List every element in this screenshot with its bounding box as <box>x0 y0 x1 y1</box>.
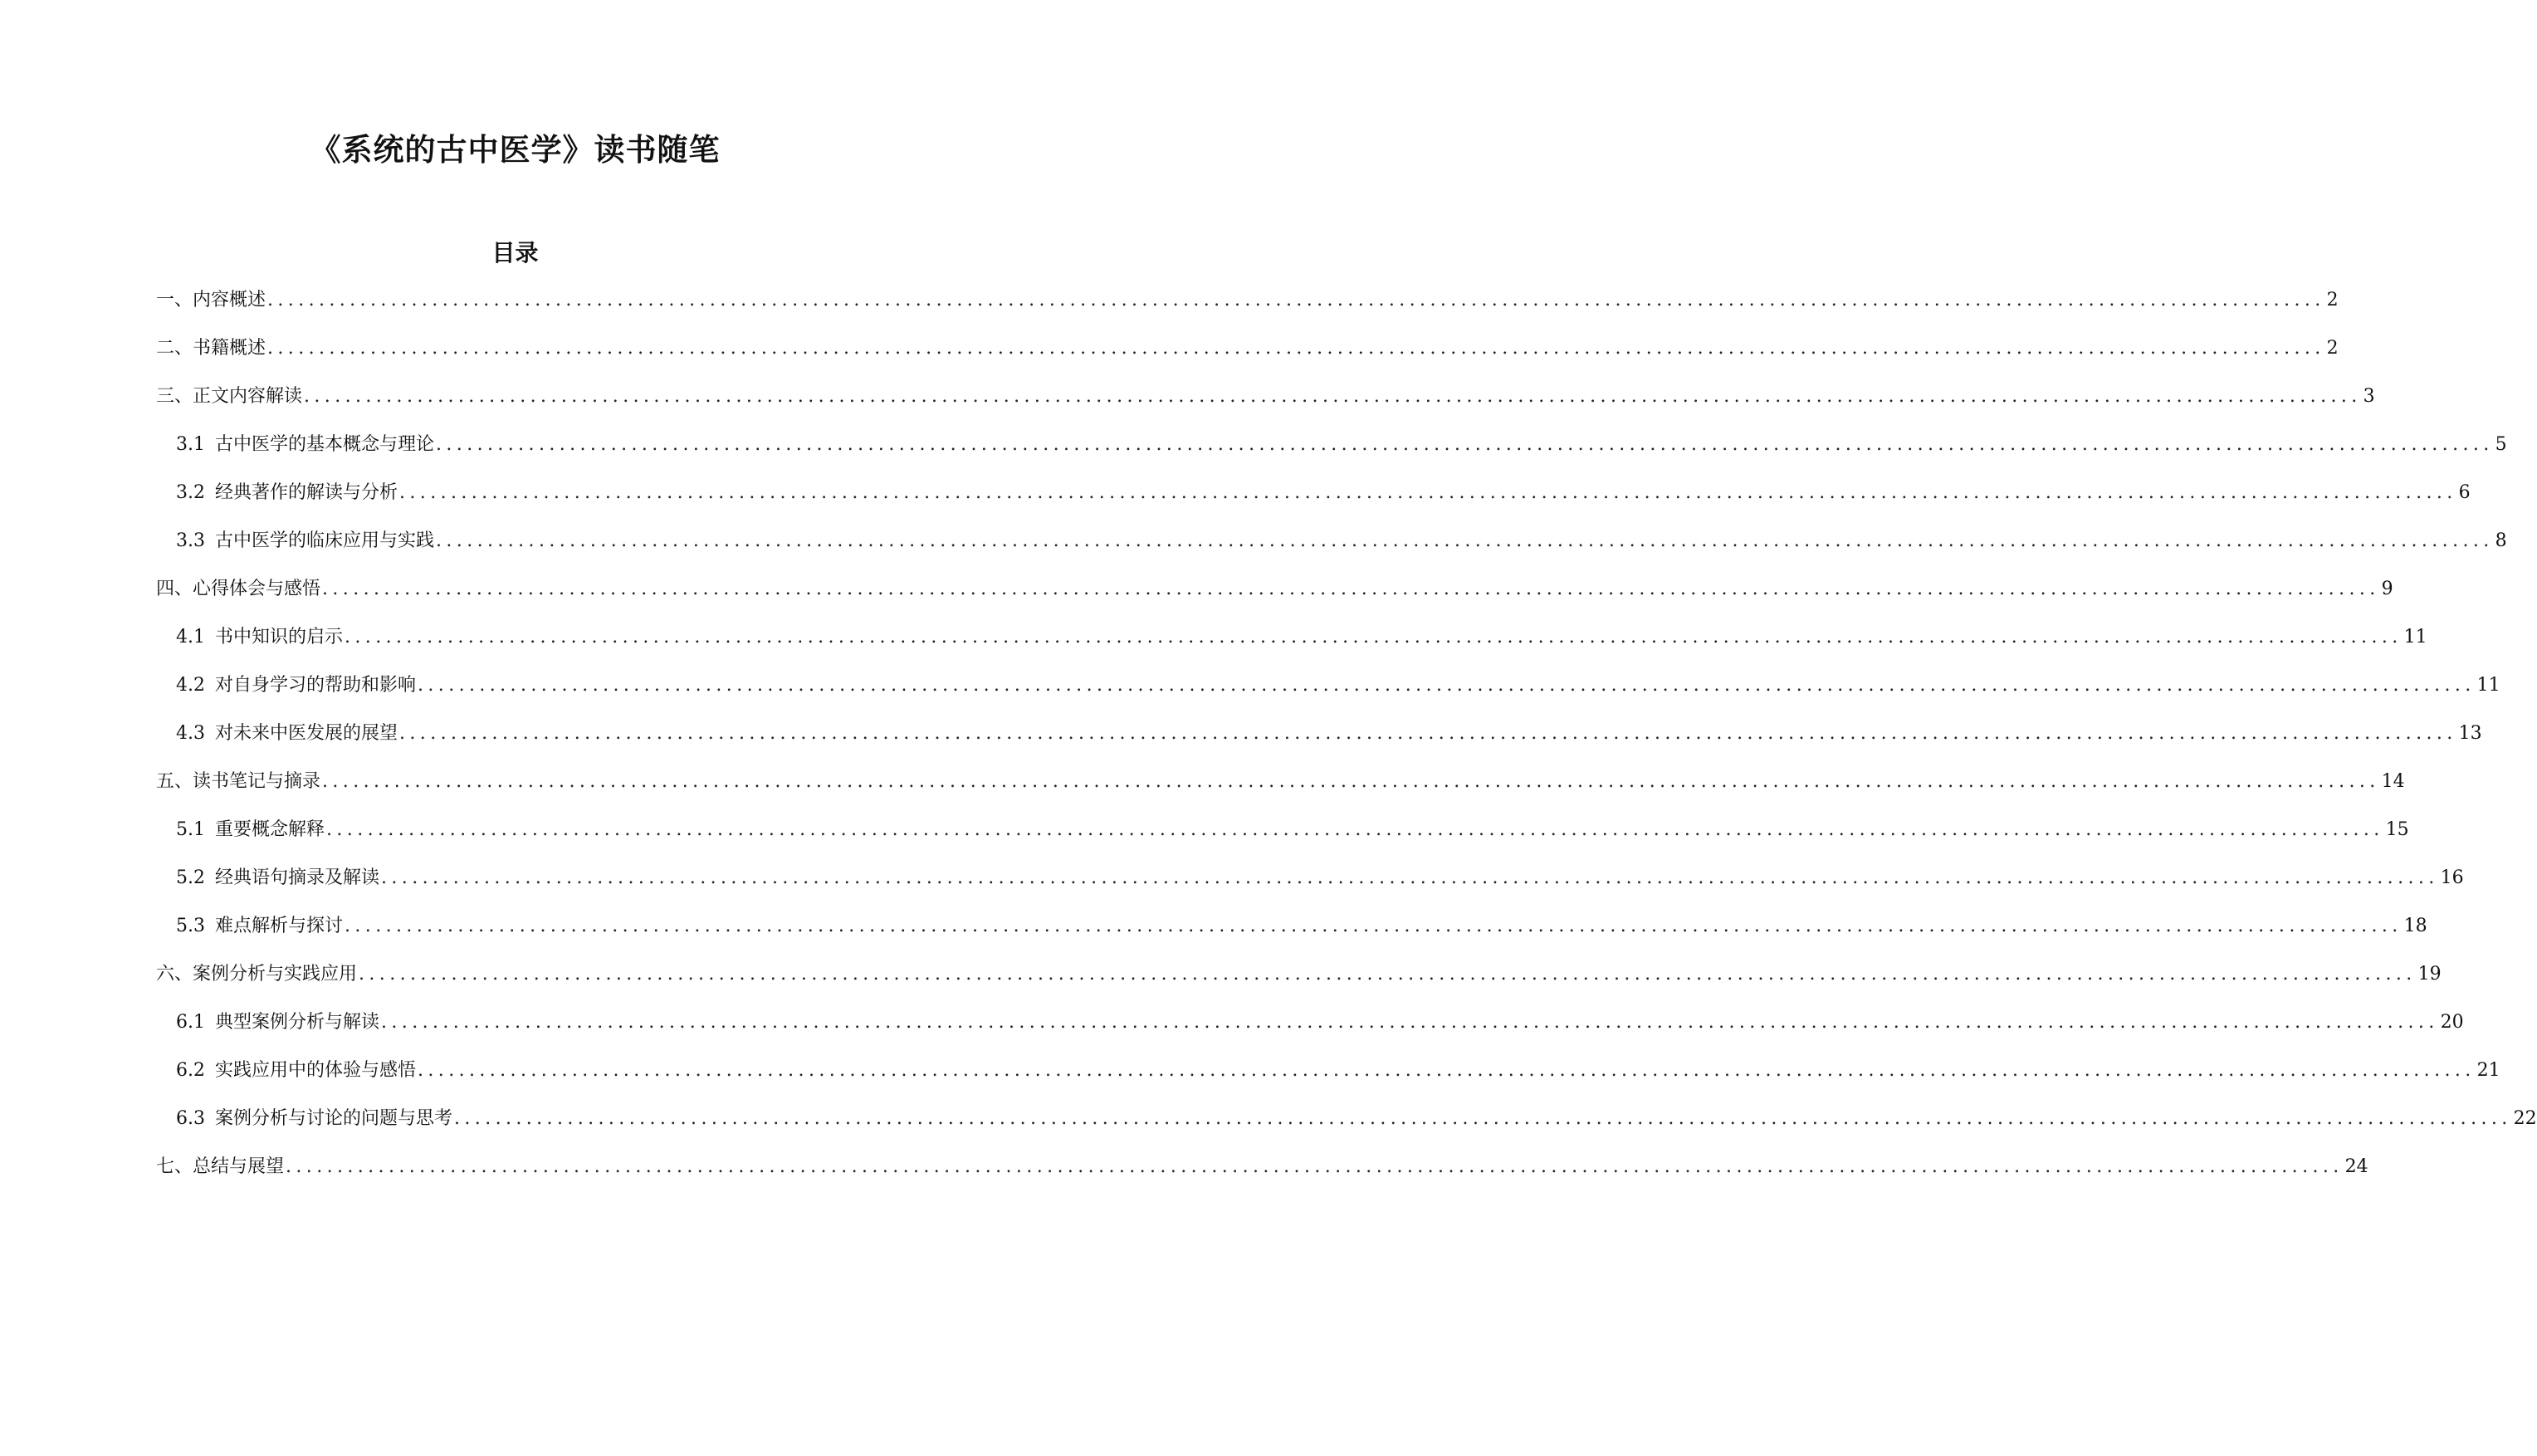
toc-page-number: 11 <box>2403 627 2427 647</box>
toc-entry-text: 二、书籍概述 <box>156 338 266 359</box>
toc-dot-leader: ........................................................................................................................................................................................................ <box>286 1156 2344 1177</box>
document-title: 《系统的古中医学》读书随笔 <box>310 132 721 168</box>
toc-dot-leader: ........................................................................................................................................................................................................ <box>345 916 2403 936</box>
toc-entry[interactable] <box>176 864 2464 892</box>
toc-entry[interactable] <box>176 527 2507 555</box>
toc-entry-label <box>176 623 343 652</box>
toc-dot-leader: ........................................................................................................................................................................................................ <box>381 1012 2439 1033</box>
toc-entry-number: 6.1 <box>176 1012 205 1033</box>
toc-dot-leader: ........................................................................................................................................................................................................ <box>436 434 2494 455</box>
toc-entry-text: 典型案例分析与解读 <box>215 1012 380 1033</box>
toc-entry-number: 3.3 <box>176 530 205 551</box>
toc-entry[interactable] <box>176 1057 2500 1085</box>
toc-entry[interactable] <box>156 383 2375 411</box>
toc-page-number: 6 <box>2458 482 2471 503</box>
toc-dot-leader: ........................................................................................................................................................................................................ <box>454 1108 2512 1129</box>
toc-entry-number: 5.2 <box>176 867 205 888</box>
toc-dot-leader: ........................................................................................................................................................................................................ <box>436 530 2494 551</box>
toc-dot-leader: ........................................................................................................................................................................................................ <box>267 290 2325 310</box>
toc-entry-number: 6.2 <box>176 1060 205 1081</box>
toc-entry[interactable] <box>176 431 2507 459</box>
toc-entry-label <box>156 960 357 989</box>
toc-entry-text: 三、正文内容解读 <box>156 386 303 407</box>
toc-entry-label <box>176 720 398 748</box>
toc-entry-text: 经典语句摘录及解读 <box>215 867 380 888</box>
toc-entry-text: 七、总结与展望 <box>156 1156 285 1177</box>
toc-page-number: 9 <box>2381 579 2393 599</box>
toc-entry[interactable] <box>176 1009 2464 1037</box>
toc-page-number: 5 <box>2495 434 2507 455</box>
toc-heading: 目录 <box>491 239 539 266</box>
toc-entry-label <box>176 864 379 892</box>
toc-entry-number: 3.1 <box>176 434 205 455</box>
toc-entry-label <box>176 1057 416 1085</box>
toc-page-number: 18 <box>2403 916 2427 936</box>
toc-page-number: 22 <box>2513 1108 2537 1129</box>
toc-dot-leader: ........................................................................................................................................................................................................ <box>359 964 2417 985</box>
toc-entry[interactable] <box>176 720 2482 748</box>
toc-entry-label <box>176 816 325 844</box>
toc-entry-text: 难点解析与探讨 <box>215 916 344 936</box>
toc-entry-label <box>156 575 320 603</box>
toc-entry-text: 古中医学的基本概念与理论 <box>215 434 435 455</box>
toc-entry-text: 古中医学的临床应用与实践 <box>215 530 435 551</box>
toc-entry-text: 四、心得体会与感悟 <box>156 579 321 599</box>
toc-entry[interactable] <box>176 912 2427 941</box>
toc-entry-label <box>156 335 266 363</box>
toc-page-number: 11 <box>2476 675 2500 696</box>
toc-entry-label <box>176 479 398 507</box>
toc-entry[interactable] <box>156 960 2442 989</box>
toc-dot-leader: ........................................................................................................................................................................................................ <box>418 1060 2476 1081</box>
toc-dot-leader: ........................................................................................................................................................................................................ <box>345 627 2403 647</box>
toc-page-number: 3 <box>2363 386 2375 407</box>
toc-entry-number: 6.3 <box>176 1108 205 1129</box>
toc-entry[interactable] <box>176 623 2427 652</box>
toc-entry-label <box>176 527 434 555</box>
toc-entry-number: 3.2 <box>176 482 205 503</box>
toc-entry[interactable] <box>176 816 2409 844</box>
toc-page-number: 14 <box>2381 771 2405 792</box>
toc-entry-label <box>176 431 434 459</box>
toc-entry[interactable] <box>156 335 2339 363</box>
toc-entry[interactable] <box>176 479 2471 507</box>
toc-entry-label <box>176 912 343 941</box>
toc-page-number: 16 <box>2440 867 2464 888</box>
toc-page-number: 8 <box>2495 530 2507 551</box>
toc-entry-number: 4.3 <box>176 723 205 744</box>
toc-dot-leader: ........................................................................................................................................................................................................ <box>322 771 2380 792</box>
toc-entry[interactable] <box>156 768 2405 796</box>
toc-entry-text: 一、内容概述 <box>156 290 266 310</box>
toc-page-number: 13 <box>2458 723 2482 744</box>
toc-page-number: 19 <box>2417 964 2442 985</box>
toc-dot-leader: ........................................................................................................................................................................................................ <box>304 386 2362 407</box>
toc-entry[interactable] <box>156 286 2339 315</box>
toc-dot-leader: ........................................................................................................................................................................................................ <box>381 867 2439 888</box>
toc-entry-text: 重要概念解释 <box>215 819 325 840</box>
toc-entry-text: 对自身学习的帮助和影响 <box>215 675 417 696</box>
toc-entry-number: 5.3 <box>176 916 205 936</box>
toc-entry-number: 4.1 <box>176 627 205 647</box>
toc-entry-text: 六、案例分析与实践应用 <box>156 964 358 985</box>
toc-entry-number: 4.2 <box>176 675 205 696</box>
toc-entry-label <box>156 1153 284 1181</box>
toc-entry-label <box>176 1009 379 1037</box>
toc-entry[interactable] <box>156 575 2393 603</box>
toc-page-number: 20 <box>2440 1012 2464 1033</box>
toc-page-number: 2 <box>2326 290 2339 310</box>
toc-dot-leader: ........................................................................................................................................................................................................ <box>267 338 2325 359</box>
toc-dot-leader: ........................................................................................................................................................................................................ <box>399 723 2457 744</box>
toc-entry-label <box>176 672 416 700</box>
toc-entry-text: 案例分析与讨论的问题与思考 <box>215 1108 453 1129</box>
toc-entry-text: 实践应用中的体验与感悟 <box>215 1060 417 1081</box>
toc-page-number: 21 <box>2476 1060 2500 1081</box>
toc-entry-label <box>176 1105 452 1133</box>
toc-entry-label <box>156 286 266 315</box>
toc-dot-leader: ........................................................................................................................................................................................................ <box>322 579 2380 599</box>
toc-dot-leader: ........................................................................................................................................................................................................ <box>326 819 2384 840</box>
toc-entry[interactable] <box>176 672 2500 700</box>
toc-entry[interactable] <box>176 1105 2537 1133</box>
toc-entry-text: 经典著作的解读与分析 <box>215 482 398 503</box>
toc-page-number: 15 <box>2385 819 2409 840</box>
toc-entry[interactable] <box>156 1153 2368 1181</box>
toc-entry-text: 五、读书笔记与摘录 <box>156 771 321 792</box>
toc-dot-leader: ........................................................................................................................................................................................................ <box>418 675 2476 696</box>
toc-entry-text: 对未来中医发展的展望 <box>215 723 398 744</box>
toc-entry-label <box>156 383 302 411</box>
toc-entry-label <box>156 768 320 796</box>
toc-dot-leader: ........................................................................................................................................................................................................ <box>399 482 2457 503</box>
toc-entry-text: 书中知识的启示 <box>215 627 344 647</box>
toc-page-number: 2 <box>2326 338 2339 359</box>
toc-page-number: 24 <box>2344 1156 2368 1177</box>
toc-entry-number: 5.1 <box>176 819 205 840</box>
